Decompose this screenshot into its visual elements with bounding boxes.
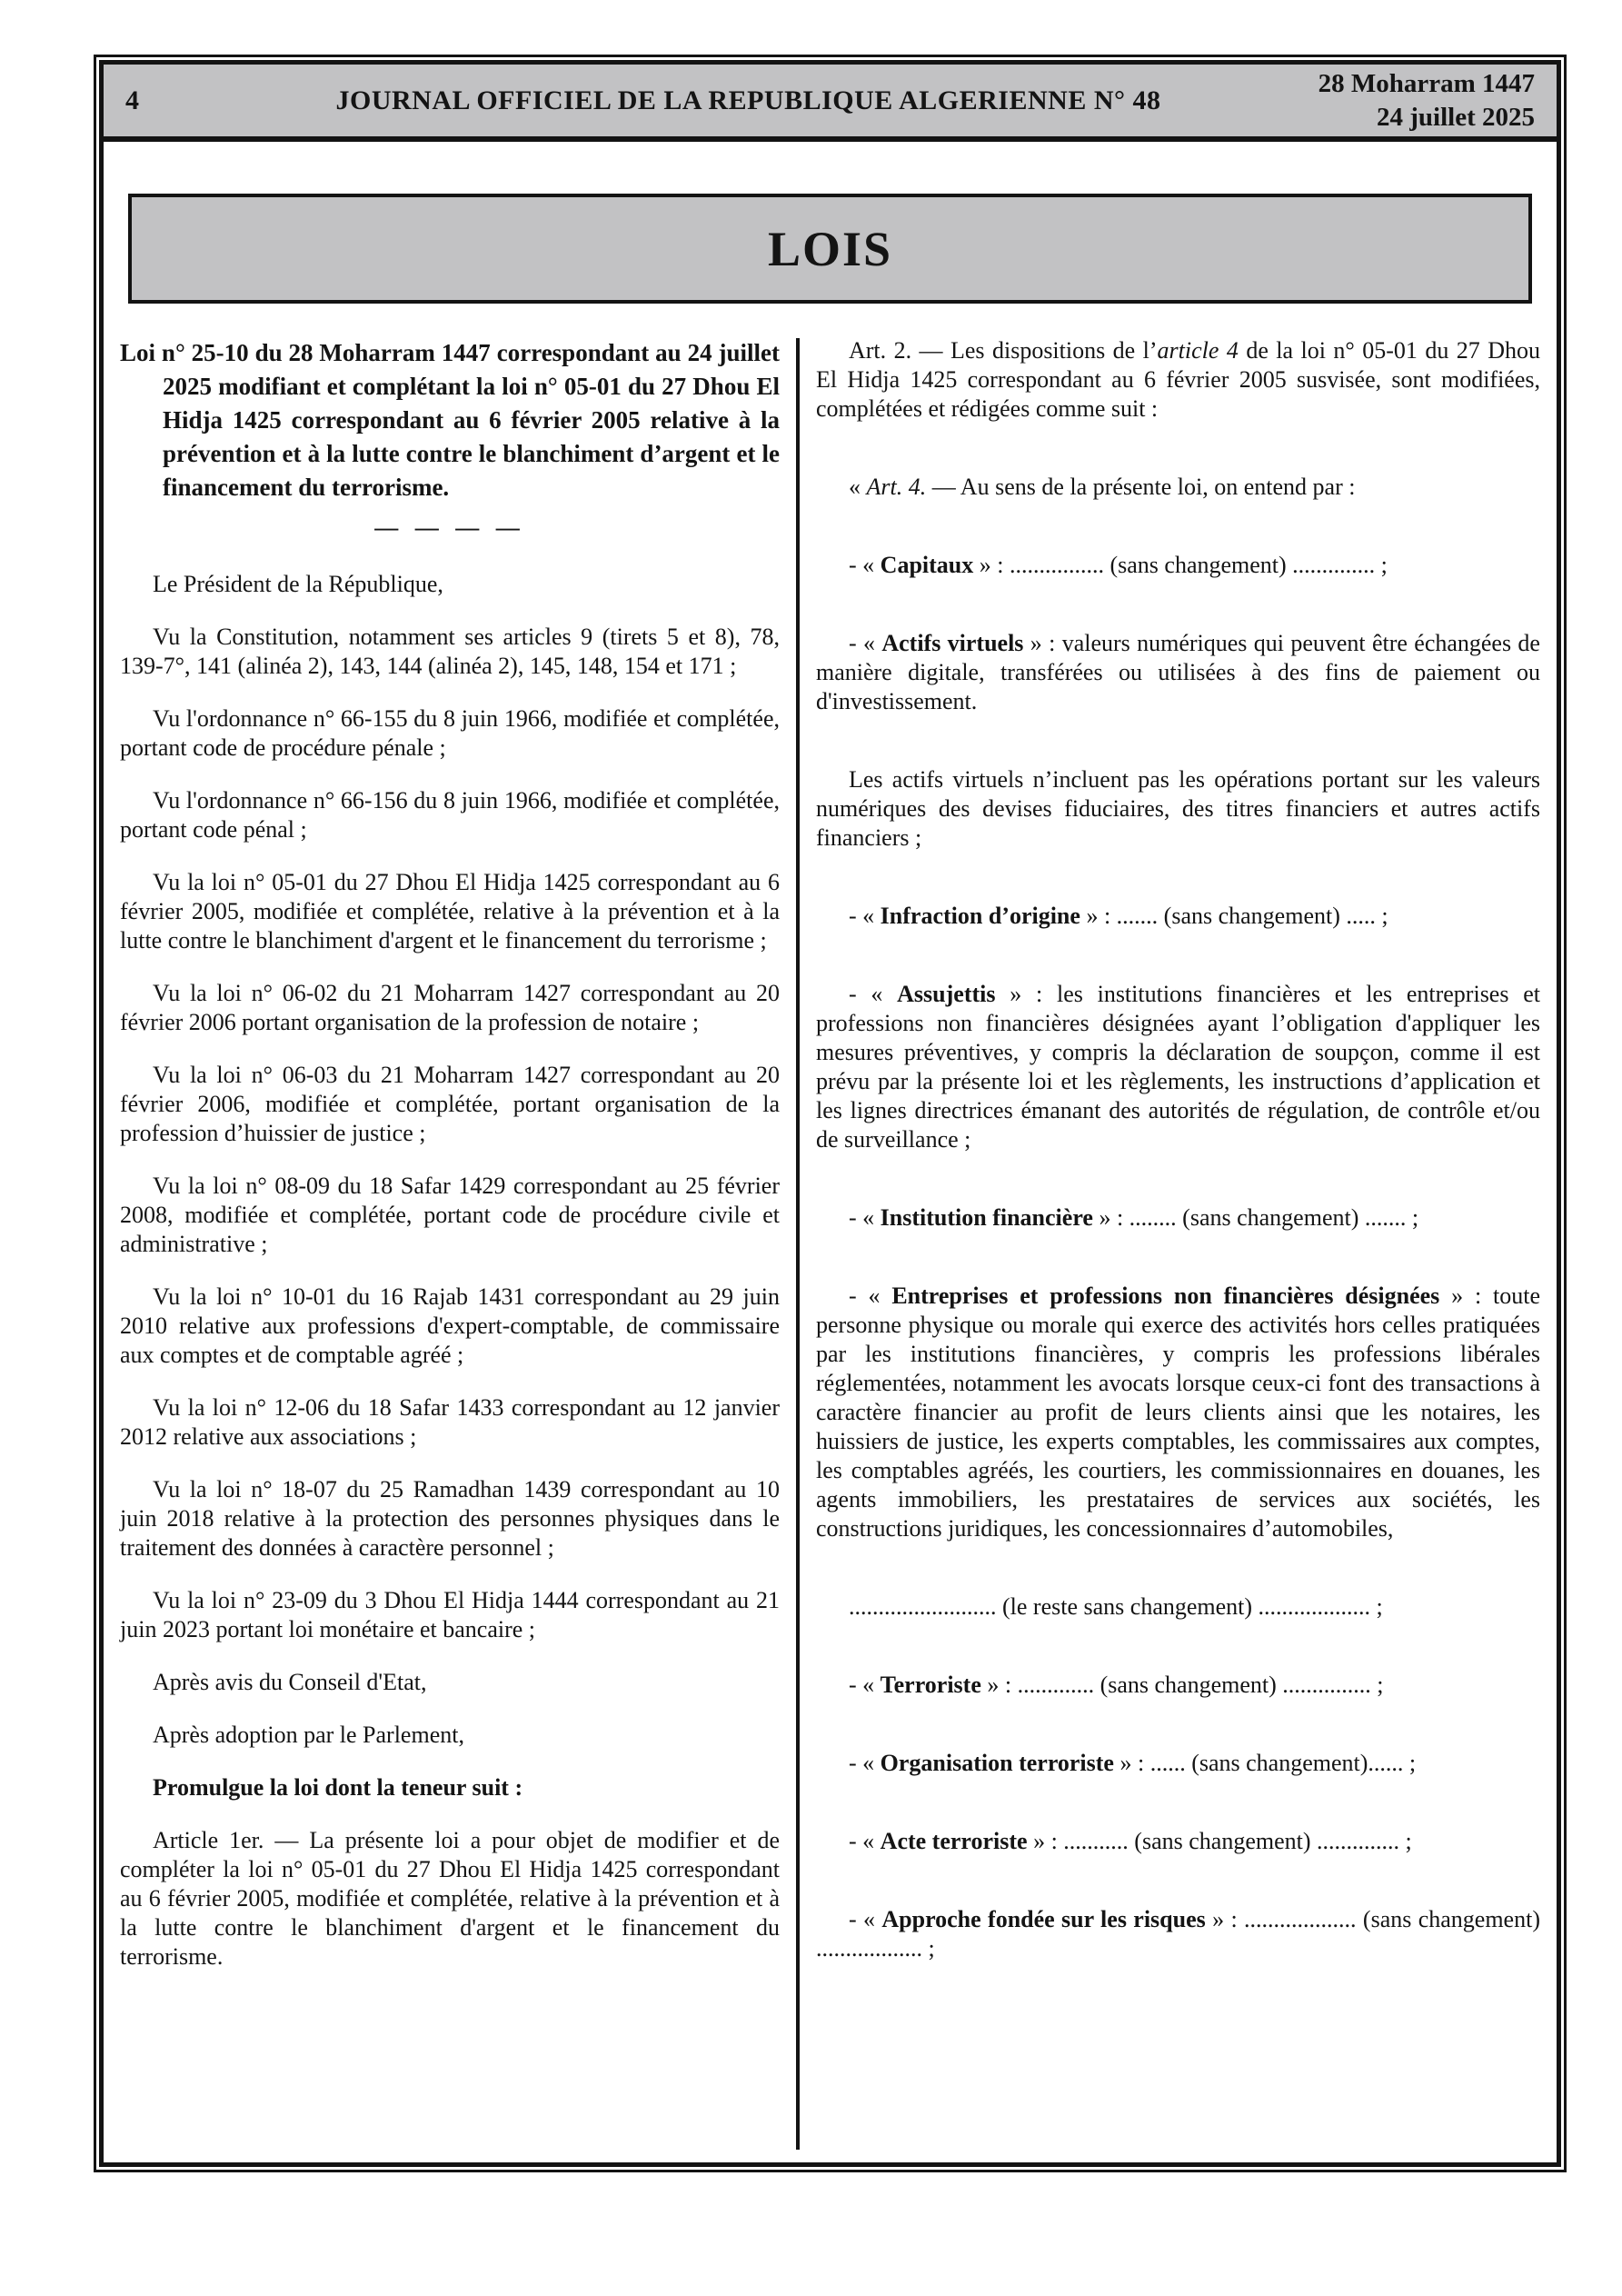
paragraph: — — — — [374, 514, 525, 541]
paragraph: Loi n° 25-10 du 28 Moharram 1447 correspondant au 24 juillet 2025 modifiant et complétant la loi n° 05-01 du 27 Dhou El Hidja 1425 correspondant au 6 février 2005 relative à la prévention et à la lutte contre le blanchiment d’argent et le financement du terrorisme. [120, 339, 780, 501]
paragraph: - « Infraction d’origine » : ....... (sans changement) ..... ; [849, 903, 1388, 929]
paragraph: Après avis du Conseil d'Etat, [153, 1669, 427, 1695]
paragraph: Vu l'ordonnance n° 66-155 du 8 juin 1966, modifiée et complétée, portant code de procédure pénale ; [120, 705, 780, 761]
paragraph: - « Capitaux » : ................ (sans changement) .............. ; [849, 552, 1388, 578]
journal-title: JOURNAL OFFICIEL DE LA REPUBLIQUE ALGERIENNE N° 48 [335, 85, 1161, 115]
paragraph: Art. 2. — Les dispositions de l’article 4 de la loi n° 05-01 du 27 Dhou El Hidja 1425 correspondant au 6 février 2005 susvisée, sont modifiées, complétées et rédigées comme suit : [816, 337, 1541, 422]
paragraph: Article 1er. — La présente loi a pour objet de modifier et de compléter la loi n° 05-01 du 27 Dhou El Hidja 1425 correspondant au 6 février 2005, modifiée et complétée, relative à la prévention et à la lutte contre le blanchiment d'argent et le financement du terrorisme. [120, 1827, 780, 1970]
page-frame-inner [99, 60, 1561, 2167]
date-hijri: 28 Moharram 1447 [1318, 68, 1535, 98]
page-frame [94, 55, 1567, 2172]
paragraph: Après adoption par le Parlement, [153, 1722, 464, 1748]
journal-header-bar [104, 65, 1557, 142]
page-number: 4 [125, 85, 139, 115]
paragraph: - « Assujettis » : les institutions financières et les entreprises et professions non financières désignées ayant l’obligation d'appliquer les mesures préventives, y compris la déclaration de soupçon, comme il est prévu par la présente loi et les règlements, les instructions d’application et les lignes directrices émanant des autorités de régulation, de contrôle et/ou de surveillance ; [816, 981, 1540, 1153]
paragraph: Vu la loi n° 06-02 du 21 Moharram 1427 correspondant au 20 février 2006 portant organisation de la profession de notaire ; [120, 980, 780, 1035]
paragraph: - « Institution financière » : ........ (sans changement) ....... ; [849, 1204, 1419, 1231]
paragraph: - « Terroriste » : ............. (sans changement) ............... ; [849, 1672, 1384, 1698]
paragraph: Vu la loi n° 18-07 du 25 Ramadhan 1439 correspondant au 10 juin 2018 relative à la protection des personnes physiques dans le traitement des données à caractère personnel ; [120, 1476, 780, 1561]
paragraph: Vu la loi n° 08-09 du 18 Safar 1429 correspondant au 25 février 2008, modifiée et complétée, portant code de procédure civile et administrative ; [120, 1173, 780, 1257]
paragraph: « Art. 4. — Au sens de la présente loi, on entend par : [849, 474, 1356, 500]
paragraph: - « Actifs virtuels » : valeurs numériques qui peuvent être échangées de manière digitale, transférées ou utilisées à des fins de paiement ou d'investissement. [816, 630, 1540, 714]
paragraph: - « Entreprises et professions non financières désignées » : toute personne physique ou morale qui exerce des activités hors celles pratiquées par les institutions financières, y compris les professions libérales réglementées, notamment les avocats lorsque ceux-ci font des transactions à caractère financier au profit de leurs clients ainsi que les notaires, les huissiers de justice, les experts comptables, les commissaires aux comptes, les comptables agréés, les courtiers, les commissionnaires en douanes, les agents immobiliers, les prestataires de services aux sociétés, les constructions juridiques, les concessionnaires d’automobiles, [816, 1283, 1540, 1542]
section-banner [128, 194, 1532, 304]
paragraph: Vu la loi n° 06-03 du 21 Moharram 1427 correspondant au 20 février 2006, modifiée et complétée, portant organisation de la profession d’huissier de justice ; [120, 1062, 780, 1146]
paragraph: Le Président de la République, [153, 571, 443, 597]
paragraph: - « Approche fondée sur les risques » : ................... (sans changement) .................. ; [816, 1906, 1540, 1962]
header-dates [1308, 67, 1535, 135]
left-column [120, 336, 780, 2150]
paragraph: Vu la loi n° 12-06 du 18 Safar 1433 correspondant au 12 janvier 2012 relative aux associations ; [120, 1394, 780, 1450]
right-column [816, 336, 1540, 2150]
text-columns [104, 336, 1557, 2162]
paragraph: - « Organisation terroriste » : ...... (sans changement)...... ; [849, 1750, 1417, 1776]
paragraph: Vu la loi n° 05-01 du 27 Dhou El Hidja 1425 correspondant au 6 février 2005, modifiée et complétée, relative à la prévention et à la lutte contre le blanchiment d'argent et le financement du terrorisme ; [120, 869, 780, 953]
date-gregorian: 24 juillet 2025 [1377, 102, 1535, 132]
section-banner-title: LOIS [767, 221, 893, 276]
paragraph: Les actifs virtuels n’incluent pas les opérations portant sur les valeurs numériques des devises fiduciaires, des titres financiers et autres actifs financiers ; [816, 766, 1540, 851]
column-divider [796, 338, 800, 2150]
paragraph: Vu la Constitution, notamment ses articles 9 (tirets 5 et 8), 78, 139-7°, 141 (alinéa 2), 143, 144 (alinéa 2), 145, 148, 154 et 171 ; [120, 624, 780, 679]
paragraph: Promulgue la loi dont la teneur suit : [153, 1774, 523, 1801]
paragraph: - « Acte terroriste » : ........... (sans changement) .............. ; [849, 1828, 1412, 1854]
paragraph: Vu la loi n° 10-01 du 16 Rajab 1431 correspondant au 29 juin 2010 relative aux professions d'expert-comptable, de commissaire aux comptes et de comptable agréé ; [120, 1283, 780, 1368]
paragraph: ......................... (le reste sans changement) ................... ; [849, 1593, 1383, 1620]
paragraph: Vu la loi n° 23-09 du 3 Dhou El Hidja 1444 correspondant au 21 juin 2023 portant loi monétaire et bancaire ; [120, 1587, 780, 1642]
paragraph: Vu l'ordonnance n° 66-156 du 8 juin 1966, modifiée et complétée, portant code pénal ; [120, 787, 780, 843]
